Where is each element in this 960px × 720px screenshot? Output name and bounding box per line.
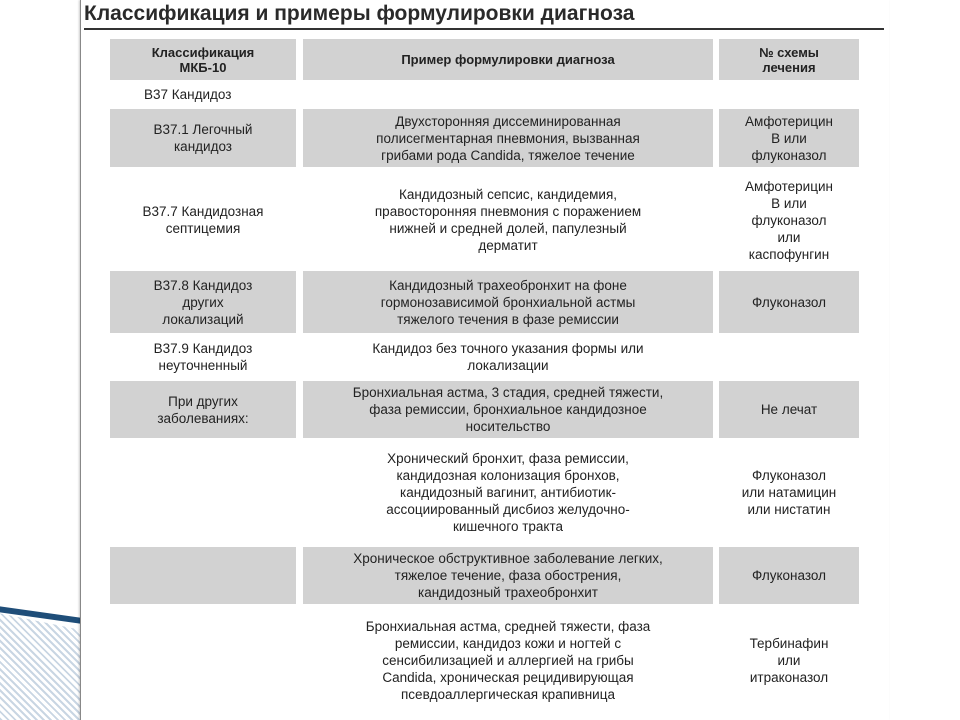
- row-3-example: Кандидозный трахеобронхит на фоне гормонозависимой бронхиальной астмы тяжелого течения в фазе ремиссии: [303, 271, 713, 333]
- row-1-scheme: Амфотерицин B или флуконазол: [719, 109, 859, 167]
- row-6-scheme: Флуконазол или натамицин или нистатин: [741, 467, 837, 517]
- slide-title: Классификация и примеры формулировки диагноза: [84, 2, 884, 30]
- row-8-example: Бронхиальная астма, средней тяжести, фаза ремиссии, кандидоз кожи и ногтей с сенсибилизацией и аллергией на грибы Candida, хроническая рецидивирующая псевдоаллергическая крапивница: [365, 618, 651, 702]
- row-8-scheme: Тербинафин или итраконазол: [749, 635, 829, 685]
- row-4-classification: B37.9 Кандидоз неуточненный: [153, 341, 253, 373]
- row-7-classification: [110, 547, 296, 604]
- row-2-classification: B37.7 Кандидозная септицемия: [142, 204, 264, 236]
- row-1-classification: B37.1 Легочный кандидоз: [110, 109, 296, 167]
- row-2-scheme: Амфотерицин B или флуконазол или каспофунгин: [745, 178, 833, 262]
- header-scheme: № схемы лечения: [719, 39, 859, 80]
- row-7-example: Хроническое обструктивное заболевание легких, тяжелое течение, фаза обострения, кандидозный трахеобронхит: [303, 547, 713, 604]
- row-1-example: Двухсторонняя диссеминированная полисегментарная пневмония, вызванная грибами рода Candida, тяжелое течение: [303, 109, 713, 167]
- row-5-scheme: Не лечат: [719, 381, 859, 438]
- row-5-classification: При других заболеваниях:: [110, 381, 296, 438]
- row-7-scheme: Флуконазол: [719, 547, 859, 604]
- row-3-scheme: Флуконазол: [719, 271, 859, 333]
- row-2-example: Кандидозный сепсис, кандидемия, правосторонняя пневмония с поражением нижней и средней долей, папулезный дерматит: [374, 187, 642, 253]
- row-3-classification: B37.8 Кандидоз других локализаций: [110, 271, 296, 333]
- header-classification: Классификация МКБ-10: [110, 39, 296, 80]
- row-0-classification: B37 Кандидоз: [144, 86, 232, 102]
- row-4-example: Кандидоз без точного указания формы или локализации: [372, 341, 644, 373]
- row-6-example: Хронический бронхит, фаза ремиссии, кандидозная колонизация бронхов, кандидозный вагинит, антибиотик- ассоциированный дисбиоз желудочно- кишечного тракта: [386, 450, 630, 534]
- header-example: Пример формулировки диагноза: [303, 39, 713, 80]
- row-5-example: Бронхиальная астма, 3 стадия, средней тяжести, фаза ремиссии, бронхиальное кандидозное носительство: [303, 381, 713, 438]
